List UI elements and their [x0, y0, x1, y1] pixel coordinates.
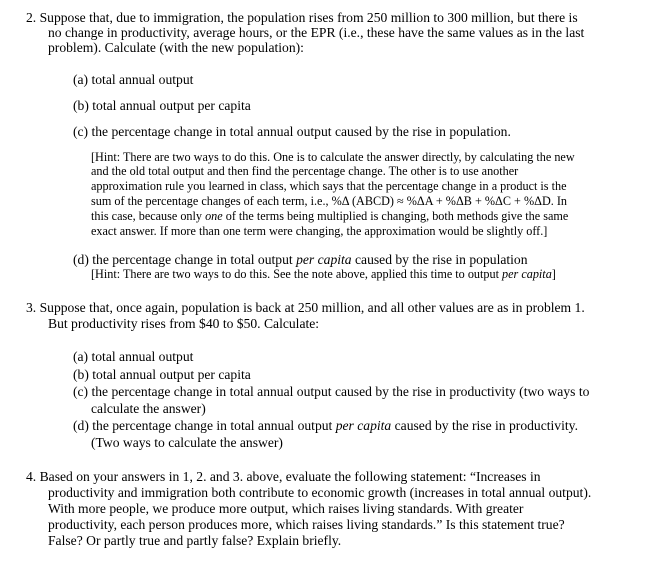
q4-line-2: productivity and immigration both contribute to economic growth (increases in total annual output).: [48, 485, 592, 500]
q2-line-2: no change in productivity, average hours, or the EPR (i.e., these have the same values as in the last: [48, 25, 585, 40]
q4-line-1: 4. Based on your answers in 1, 2. and 3. above, evaluate the following statement: “Increases in: [26, 469, 541, 484]
q2-part-d-hint-emphasis: per capita: [502, 267, 552, 281]
q3-line-1: 3. Suppose that, once again, population is back at 250 million, and all other values are as in problem 1.: [26, 300, 585, 315]
q2-hint-line-2: and the old total output and then find the percentage change. The other is to use another: [91, 164, 519, 178]
q3-part-d-post: caused by the rise in productivity.: [394, 418, 578, 433]
q3-part-c-line-1: (c) the percentage change in total annual output caused by the rise in productivity (two ways to: [73, 384, 590, 399]
q3-part-d-pre: (d) the percentage change in total annual output: [73, 418, 333, 433]
q2-part-a: (a) total annual output: [73, 72, 194, 87]
q2-part-d: [73, 252, 528, 267]
q4-line-4: productivity, each person produces more, which raises living standards.” Is this statement true?: [48, 517, 565, 532]
q2-hint-line-1: [Hint: There are two ways to do this. One is to calculate the answer directly, by calculating the new: [91, 150, 575, 164]
q2-part-d-pre: (d) the percentage change in total output: [73, 252, 293, 267]
q2-hint-emphasis-one: one: [205, 209, 223, 223]
q2-part-d-emphasis: per capita: [296, 252, 352, 267]
q3-part-d-line-2: (Two ways to calculate the answer): [91, 435, 283, 450]
q3-part-d-emphasis: per capita: [335, 418, 392, 433]
q4-line-5: False? Or partly true and partly false? Explain briefly.: [48, 533, 342, 548]
q2-line-3: problem). Calculate (with the new population):: [48, 40, 304, 55]
q2-hint-line-5: [91, 210, 568, 223]
q2-part-d-hint-pre: [Hint: There are two ways to do this. See the note above, applied this time to output: [91, 267, 499, 281]
q3-part-b: (b) total annual output per capita: [73, 367, 251, 382]
q2-line-1: 2. Suppose that, due to immigration, the population rises from 250 million to 300 million, but there is: [26, 10, 578, 25]
q3-part-d-line-1: [73, 418, 578, 433]
q2-hint-line-5-post: of the terms being multiplied is changing, both methods give the same: [225, 209, 569, 223]
q3-part-c-line-2: calculate the answer): [91, 401, 206, 416]
q2-hint-line-6: exact answer. If more than one term were changing, the approximation would be slightly off.]: [91, 224, 548, 238]
q3-line-2: But productivity rises from $40 to $50. Calculate:: [48, 316, 320, 331]
q2-part-d-hint: [91, 268, 556, 281]
q4-line-3: With more people, we produce more output, which raises living standards. With greater: [48, 501, 524, 516]
q2-part-d-hint-post: ]: [551, 267, 556, 281]
q2-hint-line-5-pre: this case, because only: [91, 209, 203, 223]
q2-part-c: (c) the percentage change in total annual output caused by the rise in population.: [73, 124, 511, 139]
q2-part-b: (b) total annual output per capita: [73, 98, 251, 113]
q2-hint-line-3: approximation rule you learned in class, which says that the percentage change in a product is the: [91, 179, 567, 193]
q2-hint-line-4: sum of the percentage changes of each term, i.e., %Δ (ABCD) ≈ %ΔA + %ΔB + %ΔC + %ΔD. In: [91, 194, 568, 208]
q3-part-a: (a) total annual output: [73, 349, 194, 364]
q2-part-d-post: caused by the rise in population: [355, 252, 528, 267]
